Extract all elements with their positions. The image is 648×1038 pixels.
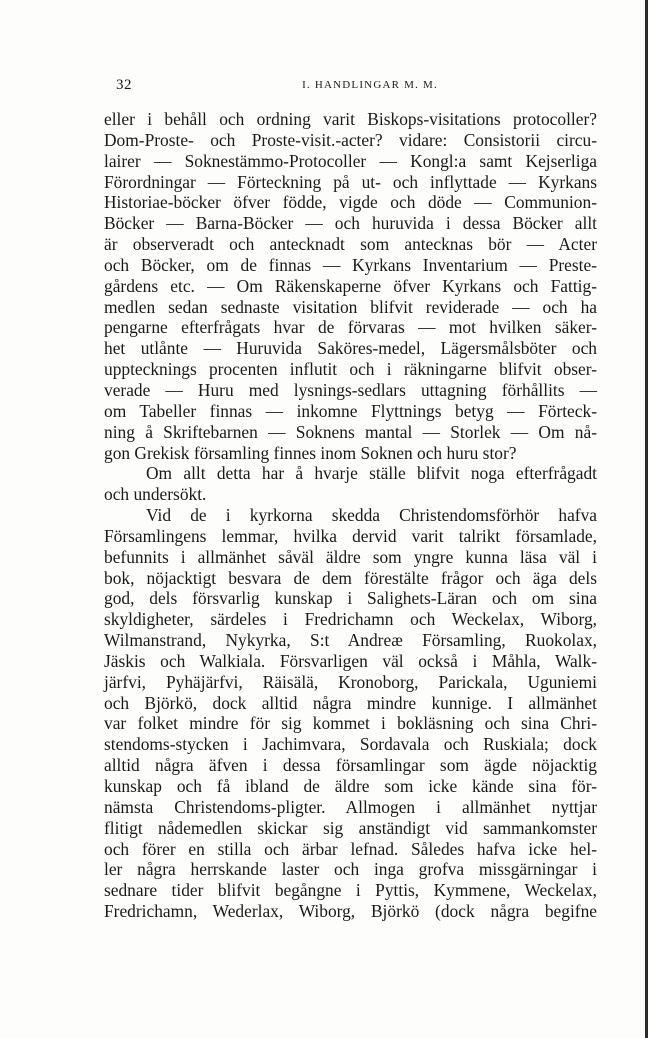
text-line: och förer en stilla och ärbar lefnad. Således hafva icke hel- — [104, 838, 597, 859]
text-line: pengarne efterfrågats hvar de förvaras — mot hvilken säker- — [104, 317, 597, 338]
text-line: medlen sedan sednaste visitation blifvit reviderade — och ha — [104, 296, 597, 317]
text-line: Förordningar — Förteckning på ut- och inflyttade — Kyrkans — [104, 171, 597, 192]
text-line: och Böcker, om de finnas — Kyrkans Inventarium — Preste- — [104, 254, 597, 275]
text-line: Vid de i kyrkorna skedda Christendomsförhör hafva — [146, 505, 597, 526]
text-line: Historiae-böcker öfver födde, vigde och döde — Communion- — [104, 192, 597, 213]
text-line: och undersökt. — [104, 484, 207, 505]
text-line: ler några herrskande laster och inga grofva missgärningar i — [104, 859, 597, 880]
text-line: nämsta Christendoms-pligter. Allmogen i allmänhet nyttjar — [104, 796, 597, 817]
text-line: Dom-Proste- och Proste-visit.-acter? vidare: Consistorii circu- — [104, 129, 597, 150]
text-line: skyldigheter, särdeles i Fredrichamn och Weckelax, Wiborg, — [104, 609, 597, 630]
text-line: lairer — Soknestämmo-Protocoller — Kongl:a samt Kejserliga — [104, 150, 597, 171]
text-line: var folket mindre för sig kommet i bokläsning och sina Chri- — [104, 713, 597, 734]
text-line: ning å Skriftebarnen — Soknens mantal — Storlek — Om nå- — [104, 421, 597, 442]
text-line: järfvi, Pyhäjärfvi, Räisälä, Kronoborg, Parickala, Uguniemi — [104, 671, 597, 692]
text-line: Jäskis och Walkiala. Försvarligen väl också i Måhla, Walk- — [104, 650, 597, 671]
text-line: verade — Huru med lysnings-sedlars uttagning förhållits — — [104, 379, 597, 400]
text-line: sednare tider blifvit begångne i Pyttis, Kymmene, Weckelax, — [104, 880, 597, 901]
text-line: kunskap och få ibland de äldre som icke kände sina för- — [104, 776, 597, 796]
text-line: Wilmanstrand, Nykyrka, S:t Andreæ Församling, Ruokolax, — [104, 630, 597, 651]
text-line: Böcker — Barna-Böcker — och huruvida i dessa Böcker allt — [104, 213, 597, 234]
text-line: Om allt detta har å hvarje ställe blifvit noga efterfrågadt — [146, 463, 597, 484]
body-text — [104, 109, 597, 922]
page-header — [116, 77, 596, 97]
running-head: I. HANDLINGAR M. M. — [302, 79, 438, 91]
text-line: gårdens etc. — Om Räkenskaperne öfver Kyrkans och Fattig- — [104, 275, 597, 296]
text-line: befunnits i allmänhet såväl äldre som yngre kunna läsa väl i — [104, 546, 597, 567]
text-line: het utlånte — Huruvida Saköres-medel, Lägersmålsböter och — [104, 338, 597, 359]
text-line: stendoms-stycken i Jachimvara, Sordavala och Ruskiala; dock — [104, 734, 597, 755]
text-line: flitigt nådemedlen skickar sig anständigt vid sammankomster — [104, 817, 597, 838]
text-line: eller i behåll och ordning varit Biskops-visitations protocoller? — [104, 109, 597, 129]
text-line: och Björkö, dock alltid några mindre kunnige. I allmänhet — [104, 692, 597, 713]
text-line: gon Grekisk församling finnes inom Soknen och huru stor? — [104, 442, 517, 463]
text-line: är observeradt och antecknadt som antecknas bör — Acter — [104, 234, 597, 255]
text-line: bok, nöjacktigt besvara de dem förestälte frågor och äga dels — [104, 567, 597, 588]
text-line: alltid några äfven i dessa församlingar som ägde nöjacktig — [104, 755, 597, 776]
text-line: om Tabeller finnas — inkomne Flyttnings betyg — Förteck- — [104, 400, 597, 421]
text-line: Fredrichamn, Wederlax, Wiborg, Björkö (dock några begifne — [104, 901, 597, 922]
text-line: god, dels försvarlig kunskap i Salighets-Läran och om sina — [104, 588, 597, 609]
text-line: upptecknings procenten influtit och i räkningarne blifvit obser- — [104, 359, 597, 380]
text-line: Församlingens lemmar, hvilka dervid varit talrikt församlade, — [104, 525, 597, 546]
page-number: 32 — [116, 77, 132, 93]
